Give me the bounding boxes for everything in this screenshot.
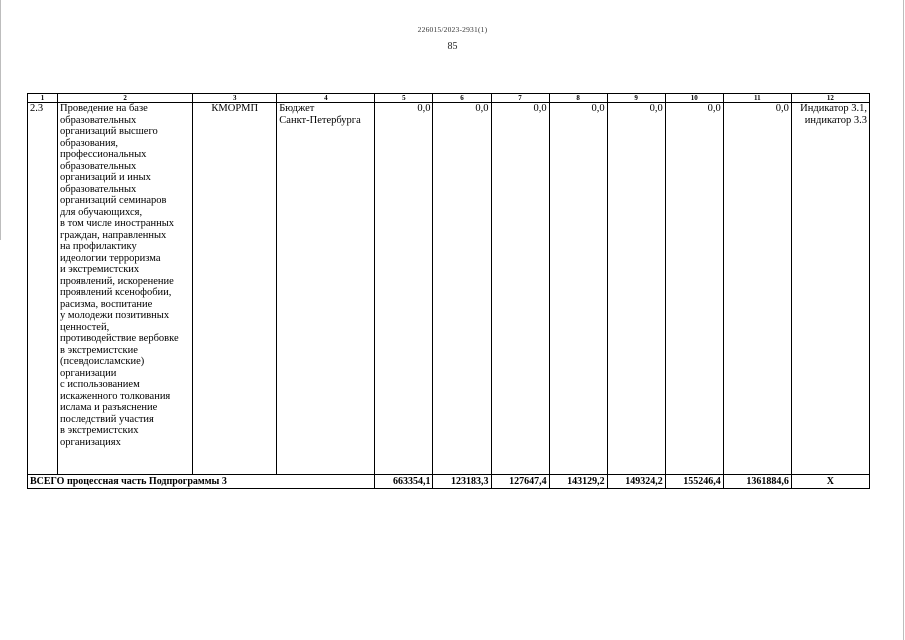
indicator-line: индикатор 3.3 <box>804 114 867 126</box>
value-cell: 0,0 <box>491 103 549 475</box>
total-value: 663354,1 <box>375 475 433 489</box>
measure-name-line: образовательных <box>60 183 137 195</box>
measure-name-line: расизма, воспитание <box>60 298 153 310</box>
measure-name-line: противодействие вербовке <box>60 333 179 344</box>
value-cell: 0,0 <box>607 103 665 475</box>
measure-name-line: образования, <box>60 137 119 149</box>
right-edge-mark <box>903 0 904 640</box>
column-number: 10 <box>665 94 723 103</box>
total-value: 149324,2 <box>607 475 665 489</box>
total-value: 123183,3 <box>433 475 491 489</box>
measure-name-line: образовательных <box>60 160 137 172</box>
column-number: 4 <box>277 94 375 103</box>
measure-name-line: организаций семинаров <box>60 195 167 206</box>
measure-name-line: с использованием <box>60 379 140 390</box>
measure-name-line: в том числе иностранных <box>60 218 175 229</box>
measure-name-line: организациях <box>60 436 121 448</box>
funding-source-line: Бюджет <box>279 103 315 114</box>
value-cell: 0,0 <box>549 103 607 475</box>
measure-name-line: (псевдоисламские) <box>60 356 145 367</box>
measure-name-line: граждан, направленных <box>60 229 167 241</box>
left-edge-mark <box>0 0 1 240</box>
column-number-row <box>28 94 870 103</box>
measure-name-line: организаций и иных <box>60 172 151 183</box>
total-value: 155246,4 <box>665 475 723 489</box>
measure-name-line: идеологии терроризма <box>60 252 161 264</box>
indicator-line: Индикатор 3.1, <box>800 103 867 114</box>
measure-name-line: и экстремистских <box>60 264 140 275</box>
total-row <box>28 475 870 489</box>
measure-name-line: искаженного толкования <box>60 390 171 402</box>
funding-source-line: Санкт-Петербурга <box>279 114 361 126</box>
measure-name <box>58 103 193 475</box>
column-number: 5 <box>375 94 433 103</box>
column-number: 1 <box>28 94 58 103</box>
table-row <box>28 103 870 475</box>
column-number: 6 <box>433 94 491 103</box>
program-table <box>27 93 870 489</box>
column-number: 3 <box>193 94 277 103</box>
measure-name-line: на профилактику <box>60 241 137 252</box>
indicator-cell <box>791 103 869 475</box>
column-number: 7 <box>491 94 549 103</box>
total-value: 143129,2 <box>549 475 607 489</box>
measure-name-line: проявлений ксенофобии, <box>60 287 172 298</box>
total-mark: Х <box>791 475 869 489</box>
measure-name-line: у молодежи позитивных <box>60 310 170 321</box>
column-number: 2 <box>58 94 193 103</box>
column-number: 8 <box>549 94 607 103</box>
measure-name-line: организаций высшего <box>60 126 158 137</box>
executor-cell: КМОРМП <box>193 103 277 475</box>
value-cell: 0,0 <box>665 103 723 475</box>
value-cell: 0,0 <box>375 103 433 475</box>
funding-source-cell <box>277 103 375 475</box>
measure-name-line: в экстремистские <box>60 344 138 356</box>
measure-name-line: Проведение на базе <box>60 103 148 114</box>
document-registration-code: 226015/2023-2931(1) <box>417 25 488 34</box>
total-label: ВСЕГО процессная часть Подпрограммы 3 <box>28 475 375 489</box>
measure-name-line: ислама и разъяснение <box>60 402 158 413</box>
measure-name-line: для обучающихся, <box>60 206 143 218</box>
total-value: 1361884,6 <box>723 475 791 489</box>
measure-name-line: образовательных <box>60 114 137 126</box>
value-cell: 0,0 <box>723 103 791 475</box>
value-cell: 0,0 <box>433 103 491 475</box>
measure-name-line: последствий участия <box>60 413 154 425</box>
row-index: 2.3 <box>28 103 58 475</box>
page-number: 85 <box>447 41 458 52</box>
measure-name-line: проявлений, искоренение <box>60 275 174 287</box>
measure-name-line: в экстремистских <box>60 425 139 436</box>
column-number: 12 <box>791 94 869 103</box>
column-number: 9 <box>607 94 665 103</box>
measure-name-line: ценностей, <box>60 321 110 333</box>
measure-name-line: организации <box>60 367 117 379</box>
column-number: 11 <box>723 94 791 103</box>
total-value: 127647,4 <box>491 475 549 489</box>
measure-name-line: профессиональных <box>60 149 147 160</box>
